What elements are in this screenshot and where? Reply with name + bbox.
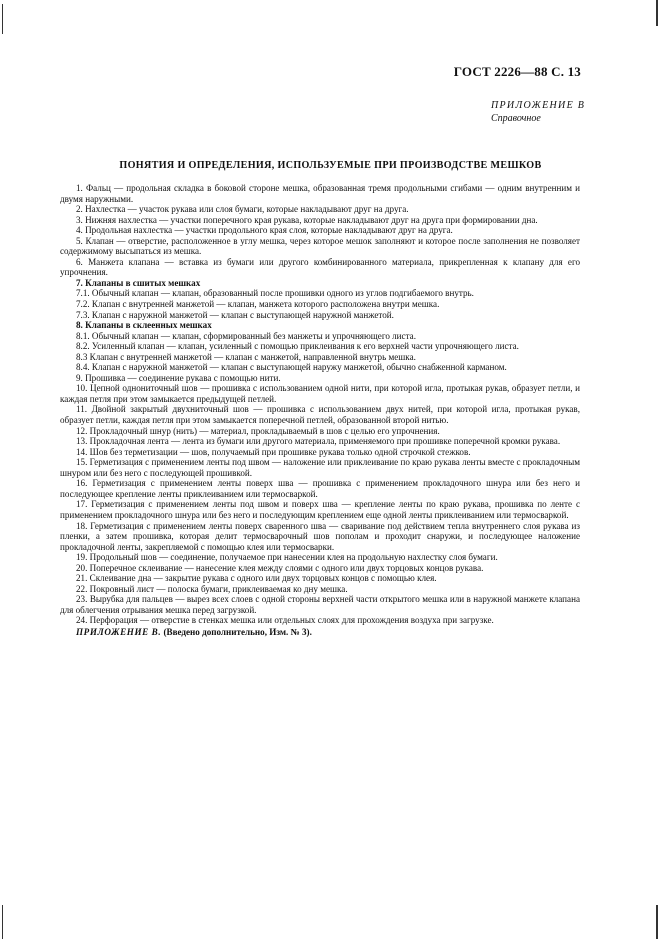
scan-edge-mark [2,905,3,939]
definition-paragraph: 1. Фальц — продольная складка в боковой стороне мешка, образованная тремя продольными сгибами — одним внутренним и двумя наружными. [60,183,580,204]
scan-edge-mark [656,0,658,26]
definition-paragraph: 13. Прокладочная лента — лента из бумаги или другого материала, применяемого при прошивке поперечной кромки рукава. [76,436,561,447]
definition-paragraph: 18. Герметизация с применением ленты поверх сваренного шва — сваривание под действием тепла внутреннего слоя рукава из пленки, а затем прошивка, которая делит термосварочный шов пополам и проходит снаружи, и последующее наложение прокладочной ленты, закрепляемой с помощью клея или термосварки. [60,520,580,552]
definition-paragraph: 16. Герметизация с применением ленты поверх шва — прошивка с применением прокладочного шнура или без него и последующее крепление ленты приклеиванием или термосваркой. [60,478,580,499]
scan-edge-mark [2,4,3,34]
definition-paragraph: 8.2. Усиленный клапан — клапан, усиленный с помощью приклеивания к его верхней части упрочняющего листа. [76,341,519,352]
definitions-body [60,183,580,638]
definition-paragraph: 20. Поперечное склеивание — нанесение клея между слоями с одного или двух торцовых концов рукава. [76,562,484,573]
appendix-label: ПРИЛОЖЕНИЕ В [491,100,586,111]
definition-paragraph: 15. Герметизация с применением ленты под швом — наложение или приклеивание по краю рукава ленты вместе с прокладочным шнуром или без него с последующей прошивкой. [60,457,580,478]
section-heading: 7. Клапаны в сшитых мешках [76,277,201,288]
definition-paragraph: 6. Манжета клапана — вставка из бумаги или другого комбинированного материала, прикрепленная к клапану для его упрочнения. [60,256,580,278]
appendix-kind: Справочное [491,113,541,124]
document-title: ПОНЯТИЯ И ОПРЕДЕЛЕНИЯ, ИСПОЛЬЗУЕМЫЕ ПРИ ПРОИЗВОДСТВЕ МЕШКОВ [119,160,542,171]
scan-edge-mark [656,905,658,939]
definition-paragraph: 14. Шов без терметизации — шов, получаемый при прошивке рукава только одной строчкой стежков. [76,446,471,457]
definition-paragraph: 12. Прокладочный шнур (нить) — материал, прокладываемый в шов с целью его упрочнения. [76,425,440,436]
definition-paragraph: 5. Клапан — отверстие, расположенное в углу мешка, через которое мешок заполняют и которое после заполнения не позволяет содержимому высыпаться из мешка. [60,235,580,257]
definition-paragraph: 2. Нахлестка — участок рукава или слоя бумаги, которые накладывают друг на друга. [76,204,409,215]
definition-paragraph: 3. Нижняя нахлестка — участки поперечного края рукава, которые накладывают друг на друга при формировании дна. [76,214,538,225]
amendment-label: ПРИЛОЖЕНИЕ В. [76,626,162,637]
definition-paragraph: 23. Вырубка для пальцев — вырез всех слоев с одной стороны верхней части открытого мешка или в наружной манжете клапана для облегчения отрывания мешка перед загрузкой. [60,594,580,615]
appendix-block [491,99,585,125]
definition-paragraph: 7.1. Обычный клапан — клапан, образованный после прошивки одного из углов подгибаемого внутрь. [76,288,474,299]
amendment-text: (Введено дополнительно, Изм. № 3). [163,626,312,637]
definition-paragraph: 8.3 Клапан с внутренней манжетой — клапан с манжетой, направленной внутрь мешка. [76,351,416,362]
amendment-note [60,627,580,638]
page-header: ГОСТ 2226—88 С. 13 [453,64,581,79]
definition-paragraph: 22. Покровный лист — полоска бумаги, приклеиваемая ко дну мешка. [76,583,348,594]
definition-paragraph: 8.1. Обычный клапан — клапан, сформированный без манжеты и упрочняющего листа. [76,330,416,341]
definition-paragraph: 10. Цепной однониточный шов — прошивка с использованием одной нити, при которой игла, протыкая рукав, образует петли, и каждая петля при этом замыкается предыдущей петлей. [60,383,580,404]
definition-paragraph: 19. Продольный шов — соединение, получаемое при нанесении клея на продольную нахлестку слоя бумаги. [76,552,498,563]
definition-paragraph: 7.3. Клапан с наружной манжетой — клапан с выступающей наружной манжетой. [76,309,394,320]
definition-paragraph: 9. Прошивка — соединение рукава с помощью нити. [76,372,281,383]
definition-paragraph: 4. Продольная нахлестка — участки продольного края слоя, которые накладывают друг на друга. [76,225,453,236]
definition-paragraph: 24. Перфорация — отверстие в стенках мешка или отдельных слоях для прохождения воздуха при загрузке. [76,615,494,626]
definition-paragraph: 7.2. Клапан с внутренней манжетой — клапан, манжета которого расположена внутри мешка. [76,299,440,310]
definition-paragraph: 8.4. Клапан с наружной манжетой — клапан с выступающей наружу манжетой, обычно снабженной карманом. [76,362,507,373]
definition-paragraph: 17. Герметизация с применением ленты под швом и поверх шва — крепление ленты по краю рукава, прошивка по ленте с применением прокладочного шнура или без него и последующим креплением еще одной ленты приклеиванием или термосваркой. [60,499,580,520]
definition-paragraph: 21. Склеивание дна — закрытие рукава с одного или двух торцовых концов с помощью клея. [76,573,437,584]
definition-paragraph: 11. Двойной закрытый двухниточный шов — прошивка с использованием двух нитей, при которой игла, протыкая рукав, образует петли, каждая петля при этом замыкается поперечной петлей, образованной второй нитью. [60,404,580,426]
section-heading: 8. Клапаны в склеенных мешках [76,320,212,331]
